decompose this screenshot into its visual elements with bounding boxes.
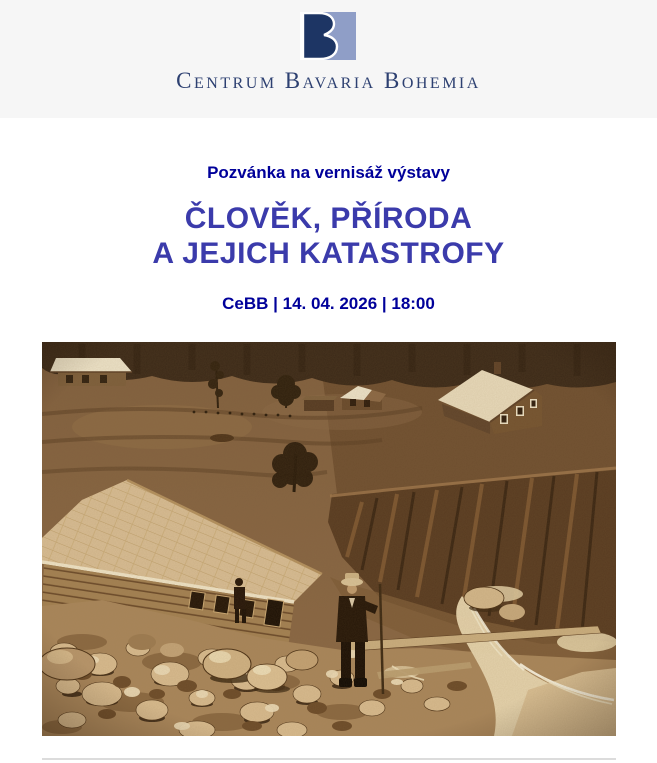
invitation-kicker: Pozvánka na vernisáž výstavy: [207, 163, 450, 182]
exhibition-title: [0, 201, 657, 271]
logo-wordmark: Centrum Bavaria Bohemia: [176, 68, 481, 93]
cbb-logo-link[interactable]: [176, 0, 481, 94]
exhibition-title-line2: A JEJICH KATASTROFY: [152, 237, 505, 270]
cbb-monogram-icon: [300, 12, 356, 60]
exhibition-title-line1: ČLOVĚK, PŘÍRODA: [184, 202, 473, 235]
footer-divider: [42, 758, 616, 760]
event-details: CeBB | 14. 04. 2026 | 18:00: [222, 294, 435, 313]
exhibition-photo: [42, 342, 616, 736]
header-band: [0, 0, 657, 118]
